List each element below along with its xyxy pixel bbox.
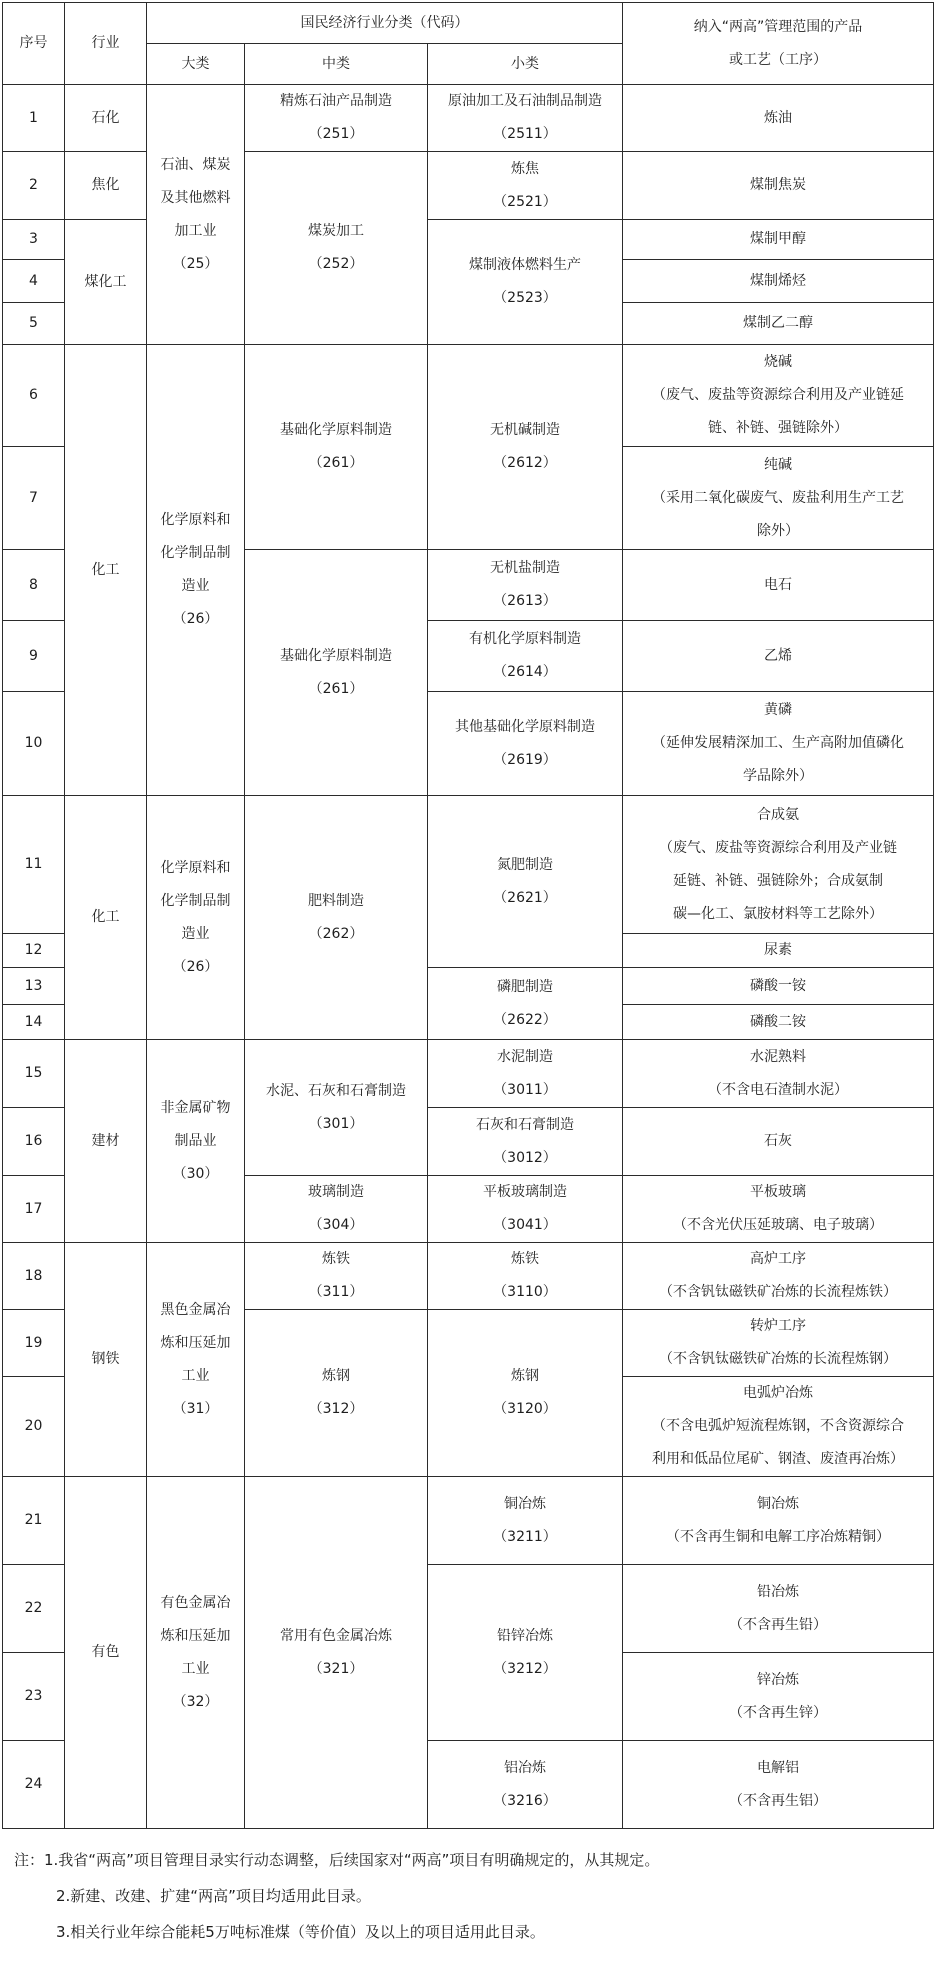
cell-text-line: （321） xyxy=(308,1660,364,1677)
cell-text-line: 加工业 xyxy=(174,222,217,239)
product-cell xyxy=(623,1565,934,1653)
cell-text-line: 化学制品制 xyxy=(160,892,231,909)
cell-text-line: 有机化学原料制造 xyxy=(469,631,581,647)
cell-text-line: （31） xyxy=(172,1400,219,1417)
cell-text-line: （2612） xyxy=(493,455,557,471)
cell-text-line: 炼铁 xyxy=(322,1251,350,1267)
cell-text-line: （2521） xyxy=(493,193,557,210)
minor-cell-2523 xyxy=(428,220,623,345)
seq-cell: 9 xyxy=(3,621,65,692)
cell-text-line: （252） xyxy=(308,256,364,272)
table-row xyxy=(3,796,934,934)
minor-cell-2511 xyxy=(428,85,623,152)
cell-text-line: 煤制乙二醇 xyxy=(743,315,813,331)
cell-text-line: 纳入“两高”管理范围的产品 xyxy=(693,18,863,35)
minor-cell-2621 xyxy=(428,796,623,968)
cell-text-line: 转炉工序 xyxy=(750,1318,806,1334)
cell-text-line: 黄磷 xyxy=(764,702,792,718)
seq-cell: 5 xyxy=(3,303,65,345)
major-cell-25 xyxy=(147,85,245,345)
product-cell xyxy=(623,1005,934,1040)
cell-text-line: （312） xyxy=(308,1401,364,1417)
table-row xyxy=(3,1040,934,1108)
cell-text-line: 造业 xyxy=(181,925,210,942)
cell-text-line: 化学原料和 xyxy=(160,859,231,876)
cell-text-line: （32） xyxy=(172,1693,219,1710)
cell-text-line: 炼钢 xyxy=(511,1368,539,1384)
cell-text-line: （2511） xyxy=(493,126,557,142)
seq-cell: 16 xyxy=(3,1108,65,1176)
catalog-table xyxy=(2,2,934,1829)
cell-text-line: 煤炭加工 xyxy=(308,223,364,239)
table-row xyxy=(3,1243,934,1310)
cell-text-line: （2523） xyxy=(493,290,557,306)
cell-text-line: 延链、补链、强链除外；合成氨制 xyxy=(673,872,883,889)
product-cell xyxy=(623,1040,934,1108)
medium-cell-304 xyxy=(245,1176,428,1243)
cell-text-line: 铜冶炼 xyxy=(757,1495,799,1512)
cell-text-line: （废气、废盐等资源综合利用及产业链 xyxy=(659,839,897,856)
header-industry: 行业 xyxy=(65,3,147,85)
cell-text-line: 除外） xyxy=(757,522,799,539)
cell-text-line: （2622） xyxy=(493,1011,557,1028)
cell-text-line: （3211） xyxy=(493,1528,557,1545)
cell-text-line: 造业 xyxy=(181,578,210,594)
product-cell xyxy=(623,692,934,796)
table-row xyxy=(3,85,934,152)
medium-cell-312 xyxy=(245,1310,428,1477)
cell-text-line: 水泥制造 xyxy=(497,1048,553,1065)
cell-text-line: 非金属矿物 xyxy=(160,1099,231,1116)
seq-cell: 7 xyxy=(3,447,65,550)
cell-text-line: 工业 xyxy=(181,1367,210,1384)
cell-text-line: （延伸发展精深加工、生产高附加值磷化 xyxy=(652,735,904,751)
product-cell xyxy=(623,968,934,1005)
cell-text-line: 尿素 xyxy=(764,942,792,958)
minor-cell-3211 xyxy=(428,1477,623,1565)
minor-cell-3120 xyxy=(428,1310,623,1477)
cell-text-line: 电弧炉冶炼 xyxy=(743,1385,813,1401)
medium-cell-262 xyxy=(245,796,428,1040)
product-cell xyxy=(623,303,934,345)
medium-cell-251 xyxy=(245,85,428,152)
cell-text-line: 磷肥制造 xyxy=(497,978,553,995)
cell-text-line: （2613） xyxy=(493,593,557,609)
cell-text-line: 制品业 xyxy=(174,1132,217,1149)
cell-text-line: 炼油 xyxy=(764,109,792,126)
cell-text-line: 石灰 xyxy=(764,1133,792,1149)
cell-text-line: 化学原料和 xyxy=(160,512,231,528)
seq-cell: 1 xyxy=(3,85,65,152)
cell-text-line: 炼钢 xyxy=(322,1368,350,1384)
cell-text-line: （251） xyxy=(308,126,364,142)
cell-text-line: （不含钒钛磁铁矿冶炼的长流程炼钢） xyxy=(659,1351,897,1367)
minor-cell-3011 xyxy=(428,1040,623,1108)
minor-cell-2521 xyxy=(428,152,623,220)
cell-text-line: 氮肥制造 xyxy=(497,856,553,873)
cell-text-line: 或工艺（工序） xyxy=(729,51,827,68)
industry-cell-huagong-1: 化工 xyxy=(65,345,147,796)
medium-cell-252 xyxy=(245,152,428,345)
cell-text-line: 铅冶炼 xyxy=(757,1583,799,1600)
product-cell xyxy=(623,447,934,550)
seq-cell: 21 xyxy=(3,1477,65,1565)
cell-text-line: 常用有色金属冶炼 xyxy=(280,1627,392,1644)
note-1: 注：1.我省“两高”项目管理目录实行动态调整，后续国家对“两高”项目有明确规定的，从其规定。 xyxy=(14,1851,660,1869)
major-cell-31 xyxy=(147,1243,245,1477)
cell-text-line: 铜冶炼 xyxy=(504,1495,546,1512)
cell-text-line: 电石 xyxy=(764,576,792,593)
cell-text-line: 利用和低品位尾矿、钢渣、废渣再冶炼） xyxy=(652,1451,904,1467)
cell-text-line: 基础化学原料制造 xyxy=(280,647,392,664)
medium-cell-261b xyxy=(245,550,428,796)
cell-text-line: （不含钒钛磁铁矿冶炼的长流程炼铁） xyxy=(659,1284,897,1300)
industry-cell-jiancai: 建材 xyxy=(65,1040,147,1243)
cell-text-line: 铅锌冶炼 xyxy=(497,1627,553,1644)
cell-text-line: 化学制品制 xyxy=(160,545,231,561)
major-cell-26b xyxy=(147,796,245,1040)
cell-text-line: （3110） xyxy=(493,1284,557,1300)
cell-text-line: （261） xyxy=(308,680,364,697)
minor-cell-3041 xyxy=(428,1176,623,1243)
seq-cell: 3 xyxy=(3,220,65,260)
seq-cell: 23 xyxy=(3,1653,65,1741)
header-products xyxy=(623,3,934,85)
product-cell xyxy=(623,260,934,303)
cell-text-line: 炼和压延加 xyxy=(160,1627,231,1644)
seq-cell: 17 xyxy=(3,1176,65,1243)
note-3: 3.相关行业年综合能耗5万吨标准煤（等价值）及以上的项目适用此目录。 xyxy=(56,1923,545,1941)
product-cell xyxy=(623,85,934,152)
seq-cell: 11 xyxy=(3,796,65,934)
cell-text-line: （3216） xyxy=(493,1792,557,1809)
cell-text-line: （3212） xyxy=(493,1660,557,1677)
seq-cell: 14 xyxy=(3,1005,65,1040)
cell-text-line: （不含光伏压延玻璃、电子玻璃） xyxy=(673,1217,883,1233)
cell-text-line: （261） xyxy=(308,455,364,471)
cell-text-line: （2614） xyxy=(493,664,557,680)
cell-text-line: 烧碱 xyxy=(764,354,792,370)
cell-text-line: （262） xyxy=(308,925,364,942)
cell-text-line: 原油加工及石油制品制造 xyxy=(448,93,602,109)
cell-text-line: （2621） xyxy=(493,889,557,906)
cell-text-line: （采用二氧化碳废气、废盐利用生产工艺 xyxy=(652,489,904,506)
product-cell xyxy=(623,796,934,934)
cell-text-line: 炼和压延加 xyxy=(160,1334,231,1351)
major-cell-32 xyxy=(147,1477,245,1829)
cell-text-line: 平板玻璃 xyxy=(750,1184,806,1200)
cell-text-line: （3012） xyxy=(493,1149,557,1166)
header-medium: 中类 xyxy=(245,44,428,85)
seq-cell: 8 xyxy=(3,550,65,621)
note-2: 2.新建、改建、扩建“两高”项目均适用此目录。 xyxy=(56,1887,371,1905)
cell-text-line: （30） xyxy=(172,1165,219,1182)
cell-text-line: （3041） xyxy=(493,1217,557,1233)
minor-cell-2622 xyxy=(428,968,623,1040)
cell-text-line: 精炼石油产品制造 xyxy=(280,93,392,109)
minor-cell-2612 xyxy=(428,345,623,550)
product-cell xyxy=(623,1377,934,1477)
medium-cell-321 xyxy=(245,1477,428,1829)
cell-text-line: （25） xyxy=(172,255,219,272)
industry-cell-youse: 有色 xyxy=(65,1477,147,1829)
cell-text-line: 高炉工序 xyxy=(750,1251,806,1267)
cell-text-line: （304） xyxy=(308,1217,364,1233)
product-cell xyxy=(623,220,934,260)
cell-text-line: 铝冶炼 xyxy=(504,1759,546,1776)
notes-section xyxy=(14,1842,924,1950)
seq-cell: 20 xyxy=(3,1377,65,1477)
cell-text-line: 石油、煤炭 xyxy=(160,156,231,173)
cell-text-line: 水泥、石灰和石膏制造 xyxy=(266,1082,406,1099)
product-cell xyxy=(623,934,934,968)
cell-text-line: （不含电弧炉短流程炼钢，不含资源综合 xyxy=(652,1418,904,1434)
cell-text-line: 煤制甲醇 xyxy=(750,231,806,247)
minor-cell-3216 xyxy=(428,1741,623,1829)
cell-text-line: 纯碱 xyxy=(764,456,792,473)
seq-cell: 15 xyxy=(3,1040,65,1108)
cell-text-line: 平板玻璃制造 xyxy=(483,1184,567,1200)
table-row xyxy=(3,345,934,447)
cell-text-line: 水泥熟料 xyxy=(750,1048,806,1065)
cell-text-line: 学品除外） xyxy=(743,768,813,784)
cell-text-line: 电解铝 xyxy=(757,1759,799,1776)
cell-text-line: 煤制焦炭 xyxy=(750,177,806,193)
cell-text-line: 磷酸二铵 xyxy=(750,1013,806,1030)
seq-cell: 24 xyxy=(3,1741,65,1829)
cell-text-line: 链、补链、强链除外） xyxy=(708,420,848,436)
cell-text-line: 基础化学原料制造 xyxy=(280,422,392,438)
cell-text-line: 无机碱制造 xyxy=(490,422,560,438)
cell-text-line: 煤制液体燃料生产 xyxy=(469,257,581,273)
industry-cell-shihua: 石化 xyxy=(65,85,147,152)
cell-text-line: （301） xyxy=(308,1115,364,1132)
cell-text-line: 其他基础化学原料制造 xyxy=(455,718,595,735)
product-cell xyxy=(623,1653,934,1741)
seq-cell: 19 xyxy=(3,1310,65,1377)
seq-cell: 12 xyxy=(3,934,65,968)
cell-text-line: 煤制烯烃 xyxy=(750,272,806,289)
cell-text-line: （3120） xyxy=(493,1401,557,1417)
header-major: 大类 xyxy=(147,44,245,85)
seq-cell: 22 xyxy=(3,1565,65,1653)
industry-cell-meihuagong: 煤化工 xyxy=(65,220,147,345)
seq-cell: 2 xyxy=(3,152,65,220)
product-cell xyxy=(623,1477,934,1565)
product-cell xyxy=(623,1176,934,1243)
product-cell xyxy=(623,550,934,621)
minor-cell-3212 xyxy=(428,1565,623,1741)
cell-text-line: 玻璃制造 xyxy=(308,1184,364,1200)
minor-cell-2613 xyxy=(428,550,623,621)
header-minor: 小类 xyxy=(428,44,623,85)
cell-text-line: （不含再生铝） xyxy=(729,1792,827,1809)
cell-text-line: （26） xyxy=(172,611,219,627)
cell-text-line: （不含再生锌） xyxy=(729,1704,827,1721)
cell-text-line: 肥料制造 xyxy=(308,892,364,909)
cell-text-line: （不含再生铅） xyxy=(729,1616,827,1633)
minor-cell-2619 xyxy=(428,692,623,796)
cell-text-line: 锌冶炼 xyxy=(757,1671,799,1688)
cell-text-line: 磷酸一铵 xyxy=(750,977,806,994)
minor-cell-3012 xyxy=(428,1108,623,1176)
cell-text-line: 碳—化工、氯胺材料等工艺除外） xyxy=(673,905,883,922)
minor-cell-3110 xyxy=(428,1243,623,1310)
medium-cell-301 xyxy=(245,1040,428,1176)
product-cell xyxy=(623,345,934,447)
cell-text-line: （3011） xyxy=(493,1081,557,1098)
cell-text-line: （311） xyxy=(308,1284,364,1300)
major-cell-26a xyxy=(147,345,245,796)
cell-text-line: （废气、废盐等资源综合利用及产业链延 xyxy=(652,387,904,403)
product-cell xyxy=(623,1310,934,1377)
seq-cell: 18 xyxy=(3,1243,65,1310)
seq-cell: 13 xyxy=(3,968,65,1005)
product-cell xyxy=(623,621,934,692)
seq-cell: 10 xyxy=(3,692,65,796)
cell-text-line: （不含再生铜和电解工序冶炼精铜） xyxy=(666,1528,890,1545)
cell-text-line: 乙烯 xyxy=(764,647,792,664)
industry-cell-huagong-2: 化工 xyxy=(65,796,147,1040)
medium-cell-311 xyxy=(245,1243,428,1310)
header-seq: 序号 xyxy=(3,3,65,85)
product-cell xyxy=(623,152,934,220)
cell-text-line: 炼铁 xyxy=(511,1251,539,1267)
cell-text-line: 石灰和石膏制造 xyxy=(476,1116,574,1133)
cell-text-line: （26） xyxy=(172,958,219,975)
cell-text-line: 合成氨 xyxy=(757,806,799,823)
industry-cell-jiaohua: 焦化 xyxy=(65,152,147,220)
cell-text-line: 有色金属冶 xyxy=(160,1594,231,1611)
cell-text-line: 工业 xyxy=(181,1660,210,1677)
seq-cell: 4 xyxy=(3,260,65,303)
product-cell xyxy=(623,1108,934,1176)
cell-text-line: 无机盐制造 xyxy=(490,560,560,576)
seq-cell: 6 xyxy=(3,345,65,447)
table-row xyxy=(3,152,934,220)
cell-text-line: （2619） xyxy=(493,751,557,768)
header-classification: 国民经济行业分类（代码） xyxy=(147,3,623,44)
cell-text-line: 及其他燃料 xyxy=(160,189,231,206)
medium-cell-261a xyxy=(245,345,428,550)
product-cell xyxy=(623,1741,934,1829)
minor-cell-2614 xyxy=(428,621,623,692)
cell-text-line: 黑色金属冶 xyxy=(160,1301,231,1318)
industry-cell-gangtie: 钢铁 xyxy=(65,1243,147,1477)
cell-text-line: 炼焦 xyxy=(511,160,539,177)
table-row xyxy=(3,1477,934,1565)
cell-text-line: （不含电石渣制水泥） xyxy=(708,1081,848,1098)
table-row xyxy=(3,220,934,260)
product-cell xyxy=(623,1243,934,1310)
major-cell-30 xyxy=(147,1040,245,1243)
